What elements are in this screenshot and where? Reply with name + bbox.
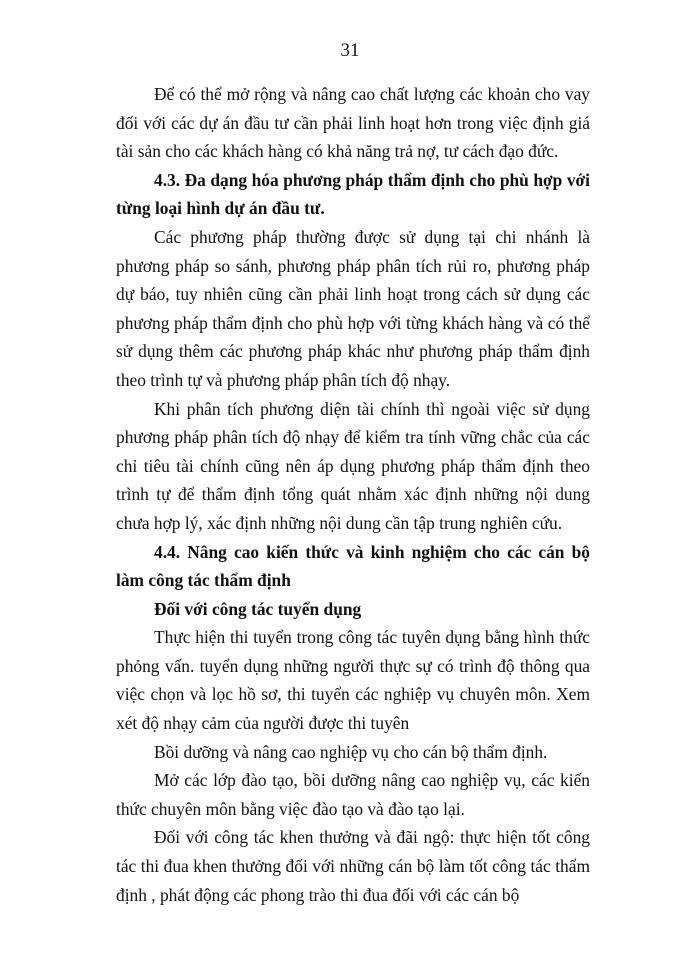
paragraph-training-courses: Mở các lớp đào tạo, bồi dưỡng nâng cao nghiệp vụ, các kiến thức chuyên môn bằng việc đào tạo và đào tạo lại.: [116, 770, 590, 819]
subheading-recruitment: Đối với công tác tuyển dụng: [154, 598, 362, 619]
page-number: 31: [340, 40, 360, 61]
paragraph-rewards: Đối với công tác khen thưởng và đãi ngộ: thực hiện tốt công tác thi đua khen thưởng đối với những cán bộ làm tốt công tác thẩm định , phát động các phong trào thi đua đối với các cán bộ: [116, 827, 590, 905]
section-heading-4-4: 4.4. Nâng cao kiến thức và kinh nghiệm cho các cán bộ làm công tác thẩm định: [116, 541, 590, 591]
paragraph-intro: Để có thể mở rộng và nâng cao chất lượng các khoản cho vay đối với các dự án đầu tư cần phải linh hoạt hơn trong việc định giá tài sản cho các khách hàng có khả năng trả nợ, tư cách đạo đức.: [116, 84, 590, 162]
paragraph-methods: Các phương pháp thường được sử dụng tại chi nhánh là phương pháp so sánh, phương pháp phân tích rủi ro, phương pháp dự báo, tuy nhiên cũng cần phải linh hoạt trong cách sử dụng các phương pháp thẩm định cho phù hợp với từng khách hàng và có thể sử dụng thêm các phương pháp khác như phương pháp thẩm định theo trình tự và phương pháp phân tích độ nhạy.: [116, 226, 590, 390]
document-body: [116, 80, 590, 909]
section-heading-4-3: 4.3. Đa dạng hóa phương pháp thẩm định cho phù hợp với từng loại hình dự án đầu tư.: [116, 169, 590, 219]
paragraph-financial-analysis: Khi phân tích phương diện tài chính thì ngoài việc sử dụng phương pháp phân tích độ nhạy để kiểm tra tính vững chắc của các chỉ tiêu tài chính cũng nên áp dụng phương pháp thẩm định theo trình tự để thẩm định tổng quát nhằm xác định những nội dung chưa hợp lý, xác định những nội dung cần tập trung nghiên cứu.: [116, 398, 590, 533]
paragraph-training-title: Bồi dưỡng và nâng cao nghiệp vụ cho cán bộ thẩm định.: [154, 741, 548, 762]
paragraph-recruitment: Thực hiện thi tuyển trong công tác tuyên dụng bằng hình thức phỏng vấn. tuyển dụng những người thực sự có trình độ thông qua việc chọn và lọc hồ sơ, thi tuyển các nghiệp vụ chuyên môn. Xem xét độ nhạy cảm của người được thi tuyên: [116, 627, 590, 734]
